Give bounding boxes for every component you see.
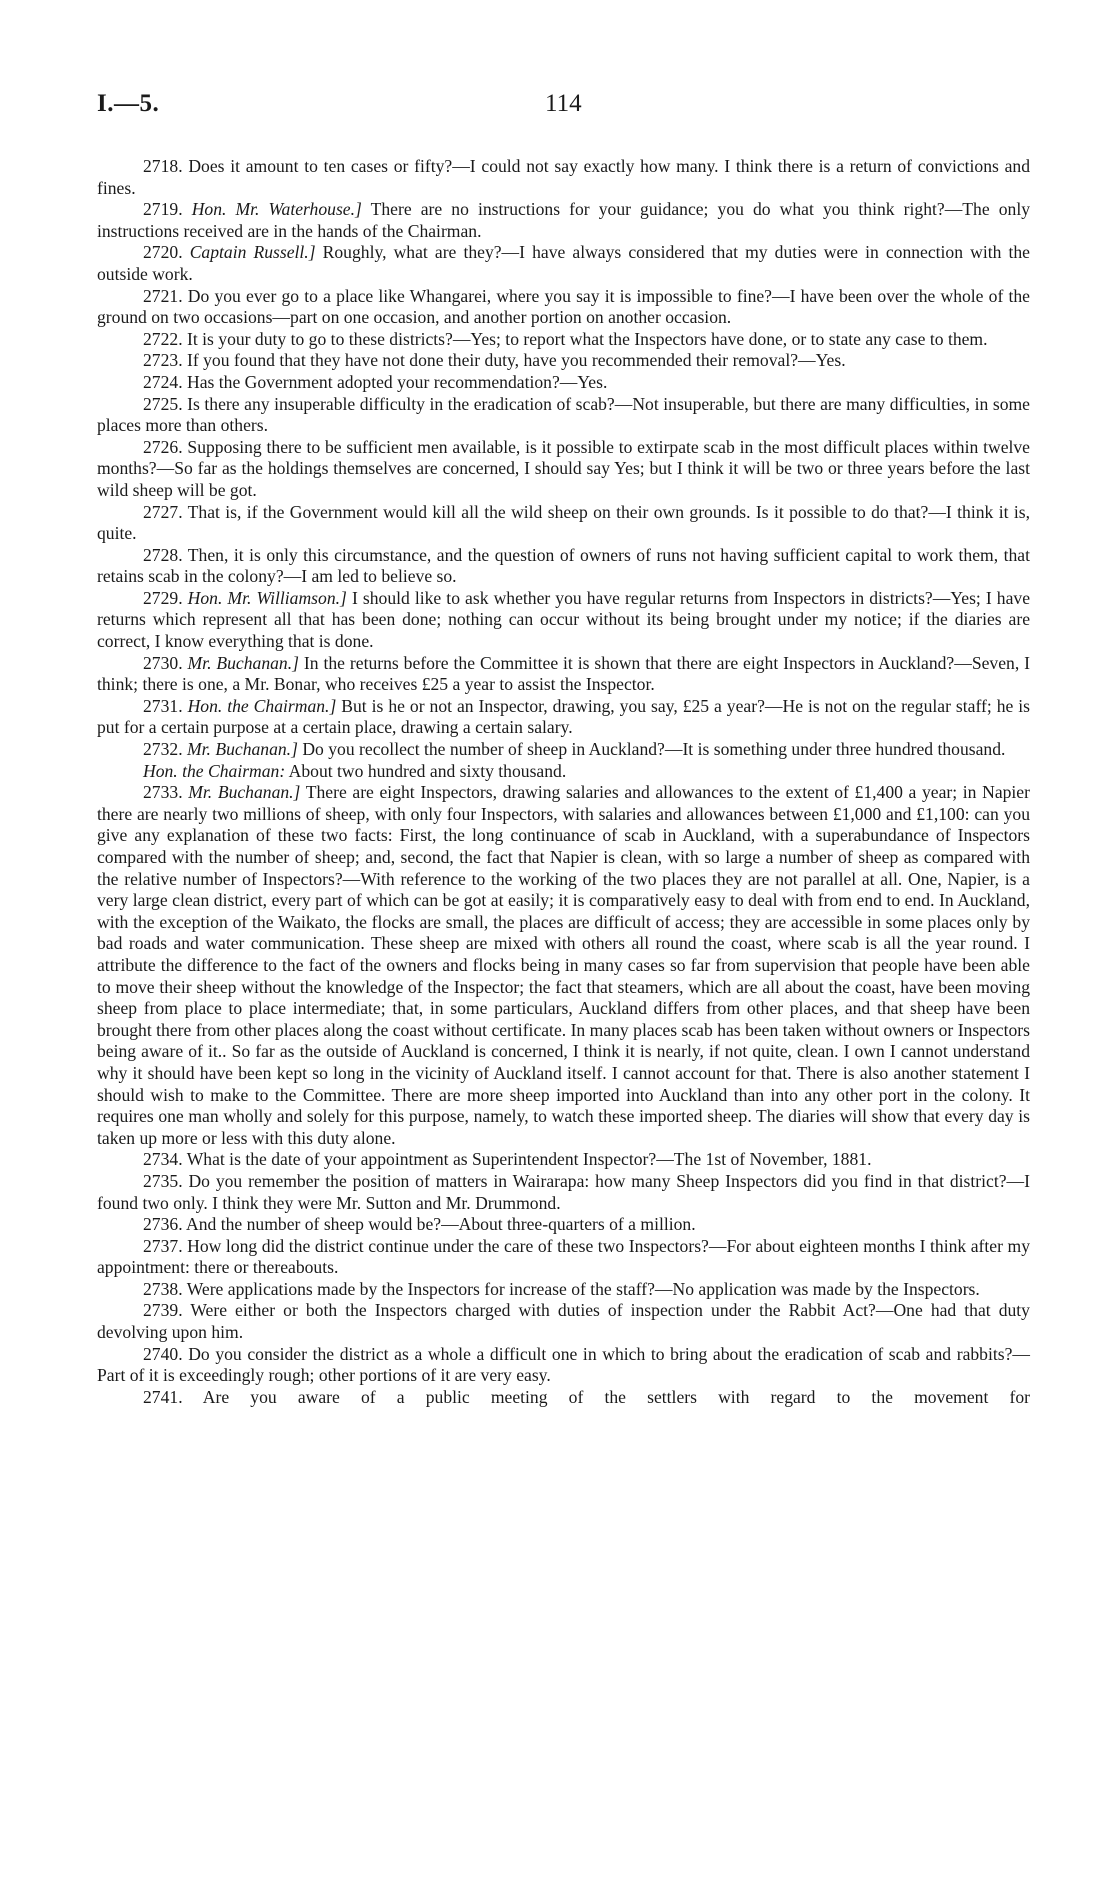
paragraph-text: There are eight Inspectors, drawing salaries and allowances to the extent of £1,400 a year; in Napier there are nearly two millions of sheep, with only four Inspectors, with salaries and allowances between £1,000 and £1,100: can you give any explanation of these two facts: First, the long continuance of scab in Auckland, with a superabundance of Inspectors compared with the number of sheep; and, second, the fact that Napier is clean, with so large a number of sheep as compared with the relative number of Inspectors?—With reference to the working of the two places they are not parallel at all. One, Napier, is a very large clean district, every part of which can be got at easily; it is comparatively easy to deal with from end to end. In Auckland, with the exception of the Waikato, the flocks are small, the places are difficult of access; they are accessible in some places only by bad roads and water communication. These sheep are mixed with others all round the coast, where scab is all the year round. I attribute the difference to the fact of the owners and flocks being in many cases so far from supervision that people have been able to move their sheep without the knowledge of the Inspector; the fact that steamers, which are all about the coast, have been moving sheep from place to place intermediate; that, in some particulars, Auckland differs from other places, and that sheep have been brought there from other places along the coast without certificate. In many places scab has been taken without owners or Inspectors being aware of it.. So far as the outside of Auckland is concerned, I think it is nearly, if not quite, clean. I own I cannot understand why it should have been kept so long in the vicinity of Auckland itself. I cannot account for that. There is also another statement I should wish to make to the Committee. There are more sheep imported into Auckland than into any other port in the colony. It requires one man wholly and solely for this purpose, namely, to watch these imported sheep. The diaries will show that every day is taken up more or less with this duty alone.: [97, 782, 1030, 1148]
question-number: 2719.: [143, 199, 183, 220]
page-number: 114: [545, 90, 582, 117]
question-number: 2730.: [143, 652, 183, 673]
evidence-paragraph: [97, 372, 1030, 394]
question-number: 2731.: [143, 695, 183, 716]
evidence-paragraph: [97, 696, 1030, 739]
paragraph-text: Do you recollect the number of sheep in Auckland?—It is something under three hundred thousand.: [302, 739, 1006, 760]
paragraph-text: Do you remember the position of matters in Wairarapa: how many Sheep Inspectors did you find in that district?—I found two only. I think they were Mr. Sutton and Mr. Drummond.: [97, 1170, 1030, 1213]
question-number: 2738.: [143, 1278, 183, 1299]
question-number: 2739.: [143, 1300, 183, 1321]
question-number: 2735.: [143, 1170, 183, 1191]
paragraph-text: Does it amount to ten cases or fifty?—I could not say exactly how many. I think there is a return of convictions and fines.: [97, 156, 1030, 198]
evidence-paragraph: [97, 437, 1030, 502]
question-number: 2725.: [143, 393, 183, 414]
question-number: 2732.: [143, 739, 183, 760]
paragraph-text: And the number of sheep would be?—About three-quarters of a million.: [186, 1214, 696, 1235]
paragraph-text: How long did the district continue under the care of these two Inspectors?—For about eighteen months I think after my appointment: there or thereabouts.: [97, 1235, 1030, 1278]
speaker-name: Mr. Buchanan.]: [188, 782, 301, 803]
evidence-paragraph: [97, 394, 1030, 437]
paragraph-text: Is there any insuperable difficulty in the eradication of scab?—Not insuperable, but there are many difficulties, in some places more than others.: [97, 393, 1030, 436]
document-reference: I.—5.: [97, 90, 160, 117]
speaker-name: Captain Russell.]: [189, 242, 316, 263]
question-number: 2722.: [143, 328, 183, 349]
question-number: 2740.: [143, 1343, 183, 1364]
paragraph-text: I should like to ask whether you have regular returns from Inspectors in districts?—Yes; I have returns which represent all that has been done; nothing can occur without its being brought under my notice; if the diaries are correct, I know everything that is done.: [97, 587, 1031, 652]
evidence-paragraph: [97, 350, 1030, 372]
evidence-paragraph: [97, 1171, 1030, 1214]
speaker-name: Mr. Buchanan.]: [187, 739, 298, 760]
evidence-paragraph: [97, 329, 1030, 351]
question-number: 2733.: [143, 782, 183, 803]
paragraph-text: There are no instructions for your guidance; you do what you think right?—The only instructions received are in the hands of the Chairman.: [97, 199, 1030, 241]
paragraph-text: Then, it is only this circumstance, and the question of owners of runs not having sufficient capital to work them, that retains scab in the colony?—I am led to believe so.: [97, 544, 1030, 587]
evidence-paragraph: [97, 739, 1030, 761]
paragraph-text: It is your duty to go to these districts?—Yes; to report what the Inspectors have done, or to state any case to them.: [187, 328, 988, 349]
question-number: 2736.: [143, 1214, 183, 1235]
paragraph-text: Do you consider the district as a whole a difficult one in which to bring about the eradication of scab and rabbits?—Part of it is exceedingly rough; other portions of it are very easy.: [97, 1343, 1030, 1386]
question-number: 2727.: [143, 501, 183, 522]
speaker-name: Hon. Mr. Waterhouse.]: [191, 199, 362, 220]
paragraph-text: Supposing there to be sufficient men available, is it possible to extirpate scab in the most difficult places within twelve months?—So far as the holdings themselves are concerned, I should say Yes; but I think it will be two or three years before the last wild sheep will be got.: [97, 436, 1030, 500]
paragraph-text: That is, if the Government would kill all the wild sheep on their own grounds. Is it possible to do that?—I think it is, quite.: [97, 501, 1030, 544]
question-number: 2720.: [143, 242, 183, 263]
question-number: 2724.: [143, 371, 183, 392]
question-number: 2737.: [143, 1235, 183, 1256]
paragraph-text: Roughly, what are they?—I have always considered that my duties were in connection with the outside work.: [97, 242, 1030, 284]
evidence-paragraph: [97, 588, 1030, 653]
speaker-name: Hon. the Chairman:: [143, 760, 286, 781]
speaker-name: Hon. the Chairman.]: [187, 695, 337, 716]
evidence-paragraph: [97, 286, 1030, 329]
paragraph-text: Were applications made by the Inspectors for increase of the staff?—No application was made by the Inspectors.: [186, 1278, 980, 1299]
paragraph-text: If you found that they have not done their duty, have you recommended their removal?—Yes.: [187, 350, 846, 371]
question-number: 2726.: [143, 436, 183, 457]
evidence-paragraph: [97, 502, 1030, 545]
evidence-paragraph: [97, 1300, 1030, 1343]
paragraph-text: Do you ever go to a place like Whangarei, where you say it is impossible to fine?—I have been over the whole of the ground on two occasions—part on one occasion, and another portion on another occasion.: [97, 285, 1030, 328]
evidence-paragraph: [97, 1279, 1030, 1301]
paragraph-text: In the returns before the Committee it is shown that there are eight Inspectors in Auckland?—Seven, I think; there is one, a Mr. Bonar, who receives £25 a year to assist the Inspector.: [97, 652, 1030, 695]
paragraph-text: Were either or both the Inspectors charged with duties of inspection under the Rabbit Act?—One had that duty devolving upon him.: [97, 1300, 1030, 1343]
evidence-paragraph: [97, 1214, 1030, 1236]
evidence-paragraph: [97, 242, 1030, 285]
speaker-name: Hon. Mr. Williamson.]: [187, 587, 347, 608]
evidence-paragraph: [97, 1344, 1030, 1387]
paragraph-text: Has the Government adopted your recommendation?—Yes.: [187, 371, 608, 392]
question-number: 2721.: [143, 285, 183, 306]
evidence-body: [97, 156, 1030, 1408]
evidence-paragraph: [97, 199, 1030, 242]
question-number: 2728.: [143, 544, 183, 565]
paragraph-text: But is he or not an Inspector, drawing, you say, £25 a year?—He is not on the regular staff; he is put for a certain purpose at a certain place, drawing a certain salary.: [97, 695, 1030, 738]
page-header: [97, 90, 1030, 126]
speaker-name: Mr. Buchanan.]: [187, 652, 299, 673]
evidence-paragraph: [97, 1149, 1030, 1171]
question-number: 2741.: [143, 1386, 183, 1407]
evidence-paragraph: [97, 782, 1030, 1149]
paragraph-text: Are you aware of a public meeting of the settlers with regard to the movement for: [202, 1386, 1030, 1407]
evidence-paragraph: [97, 653, 1030, 696]
question-number: 2723.: [143, 350, 183, 371]
question-number: 2729.: [143, 587, 183, 608]
evidence-paragraph: [97, 1387, 1030, 1409]
question-number: 2718.: [143, 156, 183, 176]
evidence-paragraph: [97, 545, 1030, 588]
evidence-paragraph: [97, 156, 1030, 199]
paragraph-text: What is the date of your appointment as Superintendent Inspector?—The 1st of November, 1881.: [186, 1149, 872, 1170]
evidence-paragraph: [97, 761, 1030, 783]
evidence-paragraph: [97, 1236, 1030, 1279]
question-number: 2734.: [143, 1149, 183, 1170]
paragraph-text: About two hundred and sixty thousand.: [288, 760, 567, 781]
